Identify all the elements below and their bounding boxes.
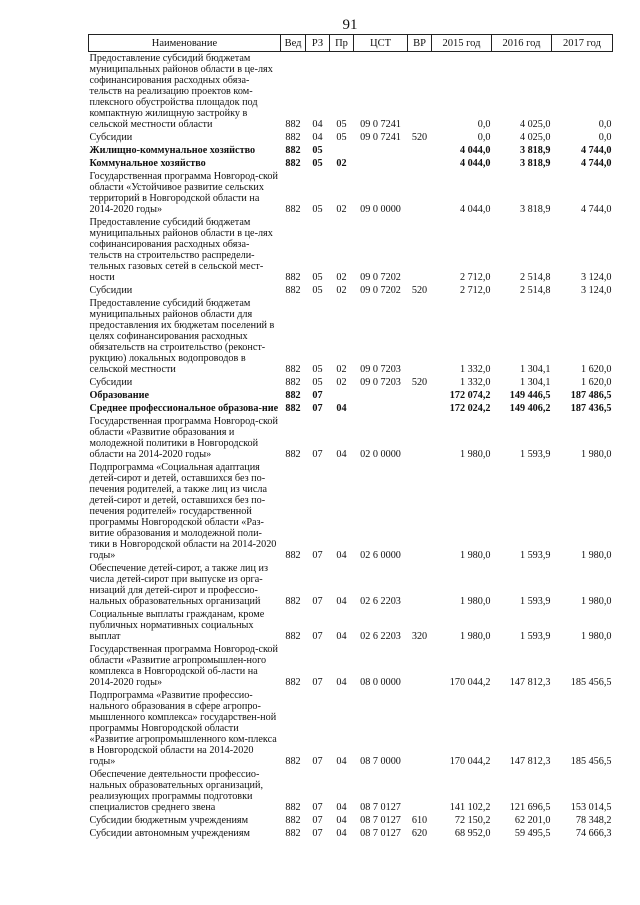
cell-name: Предоставление субсидий бюджетам муниципальных районов области в це-лях софинансирования расходных обяза-тельств на строительство распредели-тельных газовых сетей в сельской мест-ности xyxy=(89,217,273,283)
cell-2017: 0,0 xyxy=(598,119,612,130)
cell-2017: 74 666,3 xyxy=(575,828,612,839)
cell-2016: 62 201,0 xyxy=(514,815,551,826)
cell-pr: 04 xyxy=(336,802,347,813)
cell-2015: 170 044,2 xyxy=(449,677,491,688)
table-row xyxy=(89,608,613,643)
cell-name: Предоставление субсидий бюджетам муниципальных районов области в це-лях софинансирования расходных обяза-тельств на реализацию проектов ком-плексного обустройства площадок под компактную жилищную застройку в сельской местности области xyxy=(89,53,273,130)
cell-name: Обеспечение детей-сирот, а также лиц из числа детей-сирот при выпуске из орга-низаций для детей-сирот и профессио-нальных образовательных организаций xyxy=(89,563,268,607)
cell-pr: 04 xyxy=(336,550,347,561)
cell-2017: 78 348,2 xyxy=(575,815,612,826)
cell-2015: 1 980,0 xyxy=(459,596,491,607)
cell-2015: 72 150,2 xyxy=(454,815,491,826)
cell-ved: 882 xyxy=(285,550,301,561)
table-row xyxy=(89,284,613,297)
header-2017: 2017 год xyxy=(552,35,613,52)
cell-2015: 1 332,0 xyxy=(459,377,491,388)
cell-pr: 02 xyxy=(336,204,347,215)
cell-pr: 04 xyxy=(336,631,347,642)
cell-name: Коммунальное хозяйство xyxy=(89,158,206,169)
cell-2016: 147 812,3 xyxy=(509,677,551,688)
cell-ved: 882 xyxy=(285,119,301,130)
cell-cst: 08 7 0127 xyxy=(360,828,401,839)
cell-cst: 02 0 0000 xyxy=(360,449,401,460)
cell-vr xyxy=(408,170,432,216)
table-row xyxy=(89,216,613,284)
cell-rz: 07 xyxy=(312,449,323,460)
cell-2015: 0,0 xyxy=(477,132,491,143)
cell-ved: 882 xyxy=(285,158,301,169)
cell-2016: 3 818,9 xyxy=(519,158,551,169)
cell-ved: 882 xyxy=(285,390,301,401)
cell-2015: 4 044,0 xyxy=(459,158,491,169)
cell-name: Жилищно-коммунальное хозяйство xyxy=(89,145,256,156)
cell-cst xyxy=(354,389,408,402)
cell-name: Среднее профессиональное образова-ние xyxy=(89,403,279,414)
cell-2017: 4 744,0 xyxy=(580,204,612,215)
cell-vr: 520 xyxy=(411,132,428,143)
cell-pr: 04 xyxy=(336,677,347,688)
cell-2017: 1 980,0 xyxy=(580,596,612,607)
cell-cst: 02 6 2203 xyxy=(360,631,401,642)
table-row xyxy=(89,131,613,144)
header-name: Наименование xyxy=(89,35,281,52)
cell-2017: 4 744,0 xyxy=(580,145,612,156)
cell-2016: 1 304,1 xyxy=(519,377,551,388)
cell-2015: 141 102,2 xyxy=(449,802,491,813)
table-row xyxy=(89,827,613,840)
cell-ved: 882 xyxy=(285,449,301,460)
cell-2015: 1 332,0 xyxy=(459,364,491,375)
table-row xyxy=(89,376,613,389)
cell-vr xyxy=(408,562,432,608)
cell-cst: 08 7 0127 xyxy=(360,815,401,826)
cell-2017: 185 456,5 xyxy=(570,677,612,688)
cell-ved: 882 xyxy=(285,204,301,215)
table-row xyxy=(89,689,613,768)
cell-pr: 04 xyxy=(336,756,347,767)
budget-table xyxy=(88,34,613,840)
cell-cst xyxy=(354,157,408,170)
cell-2015: 1 980,0 xyxy=(459,631,491,642)
cell-name: Субсидии xyxy=(89,132,133,143)
cell-2017: 153 014,5 xyxy=(570,802,612,813)
cell-cst: 02 6 2203 xyxy=(360,596,401,607)
cell-vr xyxy=(408,144,432,157)
cell-vr: 610 xyxy=(411,815,428,826)
cell-2016: 1 593,9 xyxy=(519,596,551,607)
cell-ved: 882 xyxy=(285,756,301,767)
cell-ved: 882 xyxy=(285,677,301,688)
cell-rz: 07 xyxy=(312,815,323,826)
table-row xyxy=(89,461,613,562)
cell-2015: 2 712,0 xyxy=(459,272,491,283)
cell-vr xyxy=(408,643,432,689)
header-2016: 2016 год xyxy=(492,35,552,52)
cell-cst: 09 0 7202 xyxy=(360,285,401,296)
table-row xyxy=(89,297,613,376)
cell-vr xyxy=(408,389,432,402)
cell-2016: 1 593,9 xyxy=(519,631,551,642)
cell-2016: 4 025,0 xyxy=(519,119,551,130)
cell-pr: 04 xyxy=(336,403,347,414)
cell-rz: 07 xyxy=(312,390,323,401)
cell-rz: 05 xyxy=(312,377,323,388)
table-row xyxy=(89,389,613,402)
cell-2017: 1 620,0 xyxy=(580,377,612,388)
cell-ved: 882 xyxy=(285,815,301,826)
cell-ved: 882 xyxy=(285,145,301,156)
cell-name: Обеспечение деятельности профессио-нальных образовательных организаций, реализующих программы подготовки специалистов среднего звена xyxy=(89,769,263,813)
cell-pr: 04 xyxy=(336,449,347,460)
table-row xyxy=(89,170,613,216)
header-vr: ВР xyxy=(408,35,432,52)
cell-rz: 05 xyxy=(312,204,323,215)
cell-vr xyxy=(408,415,432,461)
cell-2017: 0,0 xyxy=(598,132,612,143)
cell-cst: 09 0 7203 xyxy=(360,364,401,375)
cell-2016: 2 514,8 xyxy=(519,272,551,283)
cell-2016: 3 818,9 xyxy=(519,204,551,215)
cell-vr xyxy=(408,297,432,376)
cell-cst: 08 7 0000 xyxy=(360,756,401,767)
cell-2015: 0,0 xyxy=(477,119,491,130)
cell-2015: 172 024,2 xyxy=(449,403,491,414)
cell-2016: 4 025,0 xyxy=(519,132,551,143)
table-row xyxy=(89,814,613,827)
cell-vr xyxy=(408,461,432,562)
cell-2017: 3 124,0 xyxy=(580,285,612,296)
cell-ved: 882 xyxy=(285,364,301,375)
cell-2017: 1 980,0 xyxy=(580,631,612,642)
cell-rz: 07 xyxy=(312,403,323,414)
cell-2015: 2 712,0 xyxy=(459,285,491,296)
cell-vr xyxy=(408,216,432,284)
cell-vr xyxy=(408,157,432,170)
table-row xyxy=(89,415,613,461)
cell-2016: 3 818,9 xyxy=(519,145,551,156)
header-2015: 2015 год xyxy=(432,35,492,52)
header-cst: ЦСТ xyxy=(354,35,408,52)
cell-pr: 02 xyxy=(336,158,347,169)
page-number: 91 xyxy=(342,17,358,33)
cell-vr xyxy=(408,52,432,132)
cell-ved: 882 xyxy=(285,132,301,143)
table-header-row xyxy=(89,35,613,52)
cell-cst xyxy=(354,402,408,415)
cell-rz: 07 xyxy=(312,631,323,642)
cell-2015: 4 044,0 xyxy=(459,204,491,215)
cell-rz: 07 xyxy=(312,828,323,839)
cell-2017: 4 744,0 xyxy=(580,158,612,169)
table-row xyxy=(89,562,613,608)
cell-name: Образование xyxy=(89,390,150,401)
cell-2017: 187 486,5 xyxy=(570,390,612,401)
cell-pr xyxy=(330,389,354,402)
cell-rz: 07 xyxy=(312,802,323,813)
cell-2016: 147 812,3 xyxy=(509,756,551,767)
cell-name: Субсидии бюджетным учреждениям xyxy=(89,815,249,826)
cell-2017: 1 620,0 xyxy=(580,364,612,375)
cell-vr xyxy=(408,689,432,768)
cell-ved: 882 xyxy=(285,285,301,296)
cell-pr: 02 xyxy=(336,285,347,296)
cell-2016: 2 514,8 xyxy=(519,285,551,296)
cell-rz: 07 xyxy=(312,550,323,561)
cell-2017: 185 456,5 xyxy=(570,756,612,767)
cell-ved: 882 xyxy=(285,403,301,414)
cell-rz: 05 xyxy=(312,272,323,283)
cell-name: Субсидии xyxy=(89,285,133,296)
cell-pr xyxy=(330,144,354,157)
cell-ved: 882 xyxy=(285,377,301,388)
cell-2016: 121 696,5 xyxy=(509,802,551,813)
cell-name: Социальные выплаты гражданам, кроме публичных нормативных социальных выплат xyxy=(89,609,265,642)
cell-2015: 68 952,0 xyxy=(454,828,491,839)
cell-cst: 09 0 7202 xyxy=(360,272,401,283)
cell-2017: 1 980,0 xyxy=(580,550,612,561)
cell-2017: 187 436,5 xyxy=(570,403,612,414)
cell-vr: 620 xyxy=(411,828,428,839)
cell-2015: 172 074,2 xyxy=(449,390,491,401)
table-body xyxy=(89,52,613,841)
cell-cst: 08 0 0000 xyxy=(360,677,401,688)
cell-name: Государственная программа Новгород-ской области «Устойчивое развитие сельских территорий в Новгородской области на 2014-2020 годы» xyxy=(89,171,278,215)
cell-name: Субсидии xyxy=(89,377,133,388)
cell-cst: 02 6 0000 xyxy=(360,550,401,561)
cell-ved: 882 xyxy=(285,272,301,283)
cell-pr: 04 xyxy=(336,815,347,826)
cell-rz: 07 xyxy=(312,756,323,767)
table-row xyxy=(89,643,613,689)
cell-vr xyxy=(408,768,432,814)
cell-name: Субсидии автономным учреждениям xyxy=(89,828,250,839)
cell-rz: 07 xyxy=(312,677,323,688)
cell-ved: 882 xyxy=(285,828,301,839)
cell-pr: 04 xyxy=(336,828,347,839)
cell-cst: 09 0 7203 xyxy=(360,377,401,388)
table-row xyxy=(89,768,613,814)
cell-2017: 1 980,0 xyxy=(580,449,612,460)
cell-cst: 09 0 7241 xyxy=(360,132,401,143)
cell-name: Государственная программа Новгород-ской области «Развитие агропромышлен-ного комплекса в Новгородской об-ласти на 2014-2020 годы» xyxy=(89,644,278,688)
table-row xyxy=(89,144,613,157)
cell-vr: 520 xyxy=(411,377,428,388)
cell-name: Подпрограмма «Развитие профессио-нального образования в сфере агропро-мышленного комплекса» государствен-ной программы Новгородской области «Развитие агропромышленного ком-плекса в Новгородской области на 2014-2020 годы» xyxy=(89,690,277,767)
header-rz: РЗ xyxy=(306,35,330,52)
cell-name: Государственная программа Новгород-ской области «Развитие образования и молодежной политики в Новгородской области на 2014-2020 годы» xyxy=(89,416,278,460)
cell-2015: 4 044,0 xyxy=(459,145,491,156)
cell-pr: 05 xyxy=(336,119,347,130)
cell-2016: 1 304,1 xyxy=(519,364,551,375)
cell-pr: 02 xyxy=(336,364,347,375)
table-row xyxy=(89,52,613,132)
cell-cst: 08 7 0127 xyxy=(360,802,401,813)
cell-name: Предоставление субсидий бюджетам муниципальных районов области для предоставления их бюджетам поселений в целях софинансирования расходных обязательств на строительство (реконст-рукцию) локальных водопроводов в сельской местности xyxy=(89,298,275,375)
cell-rz: 05 xyxy=(312,145,323,156)
cell-vr: 520 xyxy=(411,285,428,296)
cell-ved: 882 xyxy=(285,596,301,607)
cell-cst: 09 0 0000 xyxy=(360,204,401,215)
header-ved: Вед xyxy=(281,35,306,52)
cell-2016: 1 593,9 xyxy=(519,449,551,460)
cell-2015: 1 980,0 xyxy=(459,449,491,460)
cell-cst xyxy=(354,144,408,157)
cell-2015: 170 044,2 xyxy=(449,756,491,767)
cell-rz: 05 xyxy=(312,364,323,375)
table-row xyxy=(89,157,613,170)
table-row xyxy=(89,402,613,415)
cell-rz: 04 xyxy=(312,119,323,130)
cell-rz: 07 xyxy=(312,596,323,607)
cell-ved: 882 xyxy=(285,802,301,813)
cell-2016: 149 406,2 xyxy=(509,403,551,414)
cell-ved: 882 xyxy=(285,631,301,642)
cell-pr: 02 xyxy=(336,377,347,388)
cell-rz: 05 xyxy=(312,285,323,296)
cell-rz: 04 xyxy=(312,132,323,143)
cell-2016: 59 495,5 xyxy=(514,828,551,839)
cell-rz: 05 xyxy=(312,158,323,169)
cell-2017: 3 124,0 xyxy=(580,272,612,283)
cell-name: Подпрограмма «Социальная адаптация детей-сирот и детей, оставшихся без по-печения родителей, а также лиц из числа детей-сирот и детей, оставшихся без по-печения родителей» государственной программы Новгородской области «Раз-витие образования и молодежной поли-тики в Новгородской области на 2014-2020 годы» xyxy=(89,462,277,561)
cell-2016: 1 593,9 xyxy=(519,550,551,561)
cell-pr: 04 xyxy=(336,596,347,607)
cell-vr: 320 xyxy=(411,631,428,642)
cell-2015: 1 980,0 xyxy=(459,550,491,561)
cell-2016: 149 446,5 xyxy=(509,390,551,401)
cell-cst: 09 0 7241 xyxy=(360,119,401,130)
cell-pr: 05 xyxy=(336,132,347,143)
header-pr: Пр xyxy=(330,35,354,52)
cell-pr: 02 xyxy=(336,272,347,283)
cell-vr xyxy=(408,402,432,415)
